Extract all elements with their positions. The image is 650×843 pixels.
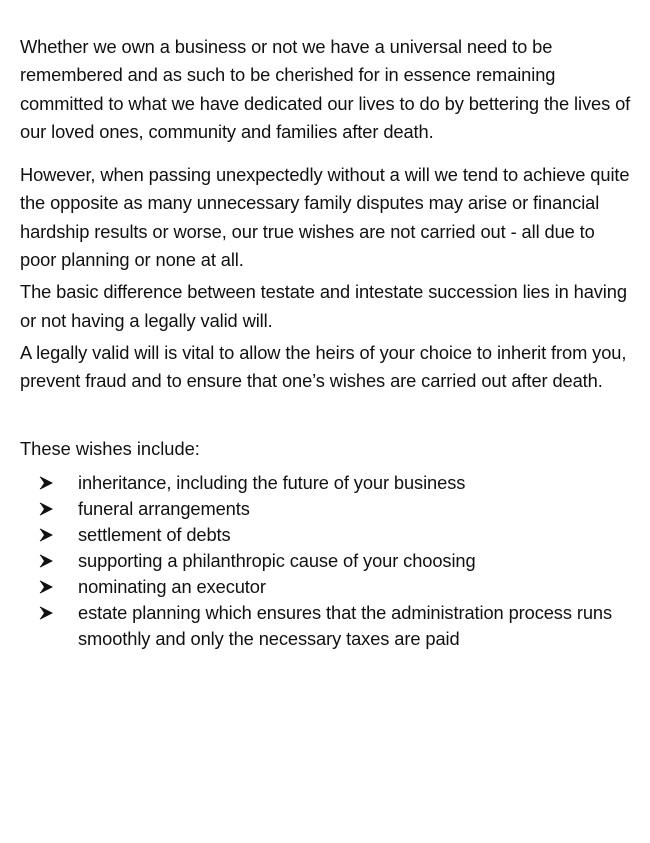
list-item-text: supporting a philanthropic cause of your choosing	[78, 549, 476, 571]
paragraph-testate-intestate: The basic difference between testate and intestate succession lies in having or not having a legally valid will.	[20, 281, 627, 331]
list-item	[20, 496, 635, 522]
list-item	[20, 522, 635, 548]
paragraph-no-will: However, when passing unexpectedly without a will we tend to achieve quite the opposite as many unnecessary family disputes may arise or financial hardship results or worse, our true wishes are not carried out - all due to poor planning or none at all.	[20, 164, 630, 271]
list-item-text: estate planning which ensures that the administration process runs smoothly and only the necessary taxes are paid	[78, 601, 613, 649]
document-body	[20, 33, 635, 652]
list-item	[20, 600, 635, 652]
list-item-text: nominating an executor	[78, 575, 266, 597]
paragraph-legacy: Whether we own a business or not we have a universal need to be remembered and as such to be cherished for in essence remaining committed to what we have dedicated our lives to do by bettering the lives of our loved ones, community and families after death.	[20, 36, 631, 142]
wishes-intro: These wishes include:	[20, 437, 200, 459]
arrowhead-bullet-icon	[39, 522, 59, 548]
arrowhead-bullet-icon	[39, 470, 59, 496]
paragraph-valid-will: A legally valid will is vital to allow the heirs of your choice to inherit from you, prevent fraud and to ensure that one’s wishes are carried out after death.	[20, 341, 627, 392]
wishes-list	[20, 470, 635, 652]
list-item-text: settlement of debts	[78, 523, 231, 545]
list-item	[20, 470, 635, 496]
list-item-text: funeral arrangements	[78, 497, 250, 519]
arrowhead-bullet-icon	[39, 574, 59, 600]
arrowhead-bullet-icon	[39, 600, 59, 626]
arrowhead-bullet-icon	[39, 548, 59, 574]
list-item	[20, 574, 635, 600]
arrowhead-bullet-icon	[39, 496, 59, 522]
list-item-text: inheritance, including the future of your business	[78, 471, 466, 493]
list-item	[20, 548, 635, 574]
